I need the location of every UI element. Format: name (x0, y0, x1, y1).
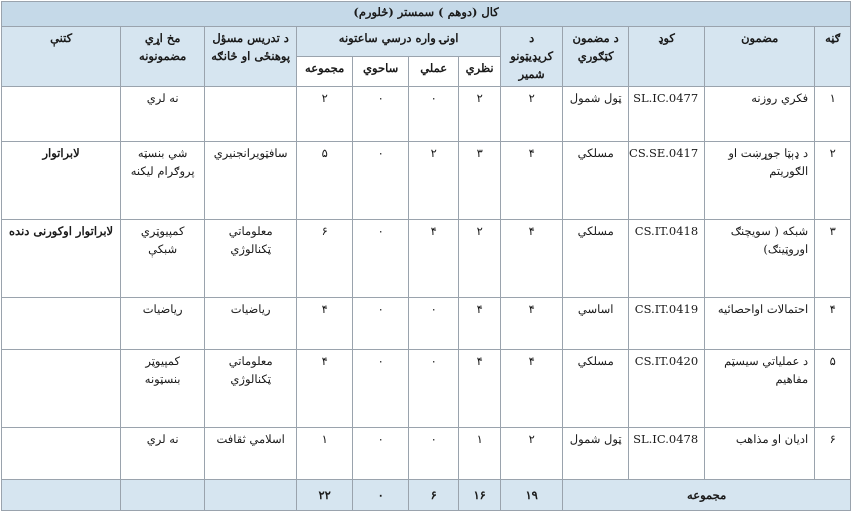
header-practical: عملي (409, 57, 459, 87)
cell-no: ۲ (815, 142, 851, 220)
cell-code: CS.IT.0419 (629, 298, 705, 350)
totals-empty-prerequisite (121, 480, 205, 511)
cell-department: معلوماتي ټکنالوژي (205, 220, 297, 298)
cell-department: معلوماتي ټکنالوژي (205, 350, 297, 428)
cell-theory: ۳ (459, 142, 501, 220)
totals-practical: ۶ (409, 480, 459, 511)
cell-credits: ۲ (501, 87, 563, 142)
cell-theory: ۱ (459, 428, 501, 480)
table-row (2, 298, 851, 350)
cell-practical: ۰ (409, 87, 459, 142)
header-category: د مضمون کټګوري (563, 27, 629, 87)
cell-practical: ۰ (409, 428, 459, 480)
totals-row (2, 480, 851, 511)
header-total: مجموعه (297, 57, 353, 87)
cell-prerequisite: کمپیوټر بنسټونه (121, 350, 205, 428)
table-row (2, 428, 851, 480)
cell-theory: ۲ (459, 87, 501, 142)
cell-credits: ۲ (501, 428, 563, 480)
cell-total: ۲ (297, 87, 353, 142)
cell-credits: ۴ (501, 298, 563, 350)
cell-theory: ۴ (459, 350, 501, 428)
cell-category: مسلکي (563, 350, 629, 428)
cell-prerequisite: کمپیوټري شبکې (121, 220, 205, 298)
cell-subject: احتمالات اواحصائیه (705, 298, 815, 350)
cell-notes (2, 87, 121, 142)
cell-department (205, 87, 297, 142)
header-weekly-hours: اونۍ واره درسي ساعتونه (297, 27, 501, 57)
cell-credits: ۴ (501, 142, 563, 220)
header-field: ساحوي (353, 57, 409, 87)
cell-notes: لابراتوار (2, 142, 121, 220)
cell-theory: ۲ (459, 220, 501, 298)
cell-no: ۱ (815, 87, 851, 142)
cell-code: SL.IC.0477 (629, 87, 705, 142)
table-title: کال (دوهم ) سمستر (څلورم) (2, 2, 851, 27)
totals-credits: ۱۹ (501, 480, 563, 511)
header-department: د تدریس مسؤل پوهنځی او څانګه (205, 27, 297, 87)
cell-total: ۴ (297, 350, 353, 428)
cell-category: ټول شمول (563, 428, 629, 480)
totals-empty-notes (2, 480, 121, 511)
cell-subject: د عملیاتي سیسټم مفاهیم (705, 350, 815, 428)
cell-prerequisite: شي بنسټه پروګرام لیکنه (121, 142, 205, 220)
cell-credits: ۴ (501, 350, 563, 428)
cell-category: مسلکي (563, 220, 629, 298)
cell-field: ۰ (353, 87, 409, 142)
cell-field: ۰ (353, 142, 409, 220)
cell-notes (2, 428, 121, 480)
cell-total: ۵ (297, 142, 353, 220)
header-code: کوډ (629, 27, 705, 87)
cell-practical: ۰ (409, 298, 459, 350)
header-credits: د کریډیټونو شمیر (501, 27, 563, 87)
header-notes: کتنې (2, 27, 121, 87)
cell-code: CS.SE.0417 (629, 142, 705, 220)
cell-no: ۶ (815, 428, 851, 480)
cell-department: سافټویرانجنیري (205, 142, 297, 220)
header-no: ګڼه (815, 27, 851, 87)
header-subject: مضمون (705, 27, 815, 87)
cell-total: ۴ (297, 298, 353, 350)
cell-code: CS.IT.0418 (629, 220, 705, 298)
cell-department: اسلامي ثقافت (205, 428, 297, 480)
cell-field: ۰ (353, 220, 409, 298)
totals-empty-department (205, 480, 297, 511)
cell-category: مسلکي (563, 142, 629, 220)
cell-field: ۰ (353, 350, 409, 428)
cell-practical: ۰ (409, 350, 459, 428)
cell-credits: ۴ (501, 220, 563, 298)
cell-notes (2, 350, 121, 428)
cell-notes: لابراتوار اوکورنی دنده (2, 220, 121, 298)
cell-theory: ۴ (459, 298, 501, 350)
cell-department: ریاضیات (205, 298, 297, 350)
cell-no: ۳ (815, 220, 851, 298)
cell-field: ۰ (353, 428, 409, 480)
cell-code: CS.IT.0420 (629, 350, 705, 428)
cell-total: ۱ (297, 428, 353, 480)
semester-table (1, 1, 851, 511)
totals-label: مجموعه (563, 480, 851, 511)
cell-field: ۰ (353, 298, 409, 350)
header-theory: نظري (459, 57, 501, 87)
cell-subject: فکري روزنه (705, 87, 815, 142)
cell-notes (2, 298, 121, 350)
cell-subject: د ډېټا جوړښت او الګوریتم (705, 142, 815, 220)
table-row (2, 87, 851, 142)
totals-theory: ۱۶ (459, 480, 501, 511)
totals-field: ۰ (353, 480, 409, 511)
cell-no: ۵ (815, 350, 851, 428)
table-row (2, 142, 851, 220)
cell-category: ټول شمول (563, 87, 629, 142)
cell-category: اساسي (563, 298, 629, 350)
cell-no: ۴ (815, 298, 851, 350)
cell-practical: ۴ (409, 220, 459, 298)
cell-total: ۶ (297, 220, 353, 298)
table-row (2, 220, 851, 298)
cell-subject: شبکه ( سویچنګ اوروټینګ) (705, 220, 815, 298)
table-row (2, 350, 851, 428)
cell-prerequisite: نه لري (121, 428, 205, 480)
cell-prerequisite: نه لري (121, 87, 205, 142)
cell-prerequisite: ریاضیات (121, 298, 205, 350)
cell-code: SL.IC.0478 (629, 428, 705, 480)
header-prerequisite: مخ اړي مضمونونه (121, 27, 205, 87)
totals-total: ۲۲ (297, 480, 353, 511)
cell-subject: ادیان او مذاهب (705, 428, 815, 480)
cell-practical: ۲ (409, 142, 459, 220)
